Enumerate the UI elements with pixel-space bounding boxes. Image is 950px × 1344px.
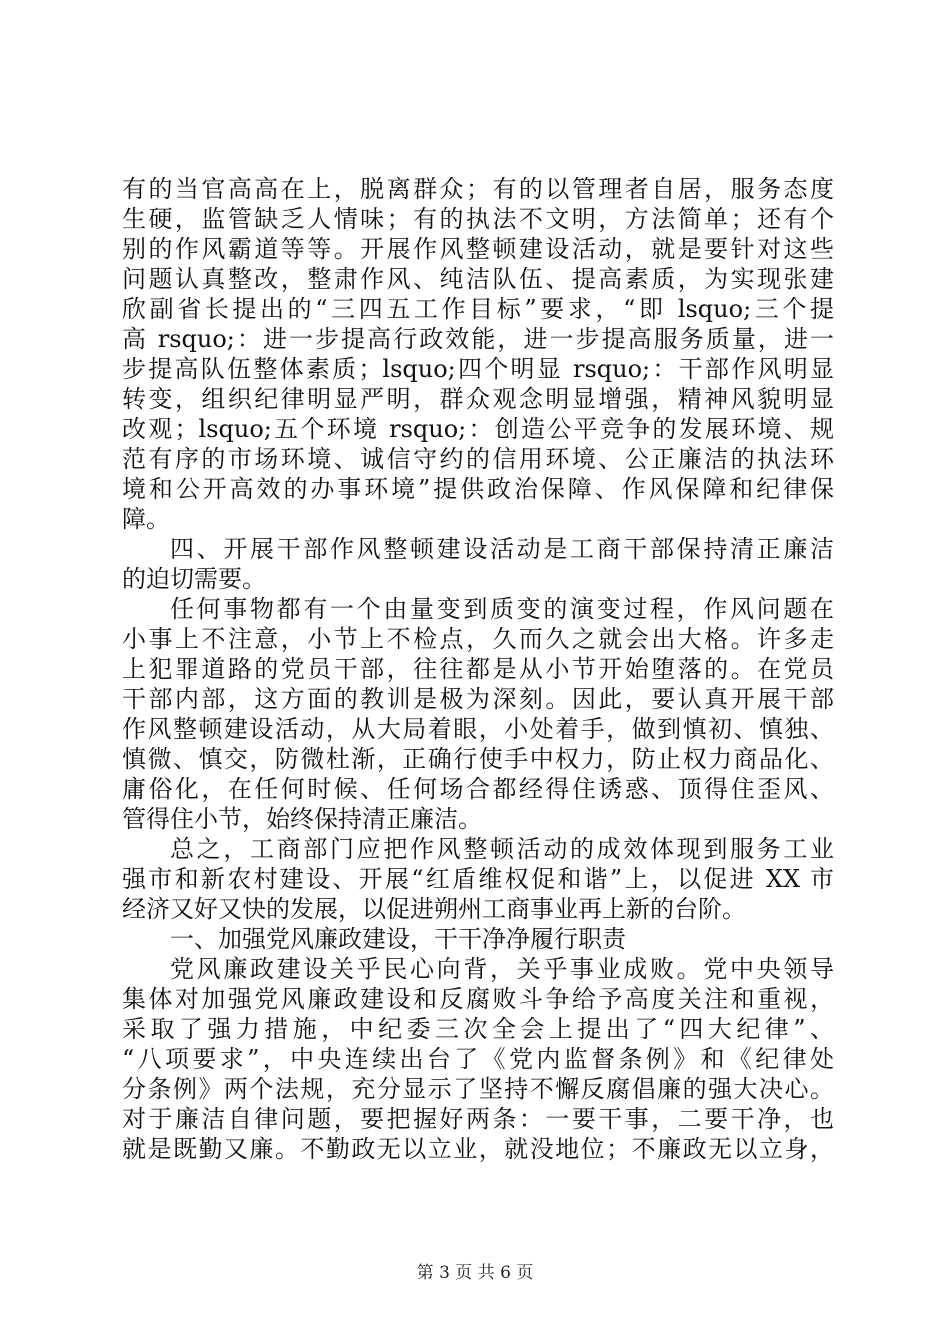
text-line: 转变，组织纪律明显严明，群众观念明显增强，精神风貌明显: [122, 385, 834, 413]
text-line: 境和公开高效的办事环境”提供政治保障、作风保障和纪律保: [122, 475, 834, 503]
text-line: 作风整顿建设活动，从大局着眼，小处着手，做到慎初、慎独、: [122, 715, 834, 743]
text-line: 范有序的市场环境、诚信守约的信用环境、公正廉洁的执法环: [122, 445, 834, 473]
paragraph-3: [122, 834, 834, 924]
text-line: 集体对加强党风廉政建设和反腐败斗争给予高度关注和重视，: [122, 985, 834, 1013]
text-line: 管得住小节，始终保持清正廉洁。: [122, 805, 482, 833]
paragraph-1: [122, 174, 834, 534]
text-line: 强市和新农村建设、开展“红盾维权促和谐”上，以促进 XX 市: [122, 865, 834, 893]
text-line: 对于廉洁自律问题，要把握好两条：一要干事，二要干净，也: [122, 1105, 834, 1133]
heading-line: 一、加强党风廉政建设，干干净净履行职责: [170, 925, 626, 953]
text-line: “八项要求”，中央连续出台了《党内监督条例》和《纪律处: [122, 1045, 834, 1073]
text-line: 干部内部，这方面的教训是极为深刻。因此，要认真开展干部: [122, 685, 834, 713]
text-line: 问题认真整改，整肃作风、纯洁队伍、提高素质，为实现张建: [122, 265, 834, 293]
text-line: 庸俗化，在任何时候、任何场合都经得住诱惑、顶得住歪风、: [122, 775, 834, 803]
text-line: 小事上不注意，小节上不检点，久而久之就会出大格。许多走: [122, 625, 834, 653]
text-line: 分条例》两个法规，充分显示了坚持不懈反腐倡廉的强大决心。: [122, 1075, 834, 1103]
paragraph-4: [122, 954, 834, 1164]
text-line: 生硬，监管缺乏人情味；有的执法不文明，方法简单；还有个: [122, 205, 834, 233]
heading-line: 四、开展干部作风整顿建设活动是工商干部保持清正廉洁: [170, 535, 834, 563]
text-line: 慎微、慎交，防微杜渐，正确行使手中权力，防止权力商品化、: [122, 745, 834, 773]
page-number-footer: 第 3 页 共 6 页: [416, 1263, 534, 1283]
text-line: 党风廉政建设关乎民心向背，关乎事业成败。党中央领导: [170, 955, 834, 983]
body-text: [122, 174, 834, 1164]
heading-line: 的迫切需要。: [122, 565, 266, 593]
text-line: 就是既勤又廉。不勤政无以立业，就没地位；不廉政无以立身，: [122, 1135, 834, 1163]
section-heading-1: [122, 924, 834, 954]
text-line: 步提高队伍整体素质；lsquo;四个明显 rsquo;：干部作风明显: [122, 355, 834, 383]
text-line: 高 rsquo;：进一步提高行政效能，进一步提高服务质量，进一: [122, 325, 834, 353]
text-line: 欣副省长提出的“三四五工作目标”要求，“即 lsquo;三个提: [122, 295, 834, 323]
text-line: 障。: [122, 505, 170, 533]
text-line: 经济又好又快的发展，以促进朔州工商事业再上新的台阶。: [122, 895, 746, 923]
paragraph-2: [122, 594, 834, 834]
text-line: 改观；lsquo;五个环境 rsquo;：创造公平竞争的发展环境、规: [122, 415, 834, 443]
text-line: 上犯罪道路的党员干部，往往都是从小节开始堕落的。在党员: [122, 655, 834, 683]
section-heading-4: [122, 534, 834, 594]
text-line: 总之，工商部门应把作风整顿活动的成效体现到服务工业: [170, 835, 834, 863]
text-line: 采取了强力措施，中纪委三次全会上提出了“四大纪律”、: [122, 1015, 834, 1043]
text-line: 有的当官高高在上，脱离群众；有的以管理者自居，服务态度: [122, 175, 834, 203]
text-line: 别的作风霸道等等。开展作风整顿建设活动，就是要针对这些: [122, 235, 834, 263]
text-line: 任何事物都有一个由量变到质变的演变过程，作风问题在: [170, 595, 834, 623]
